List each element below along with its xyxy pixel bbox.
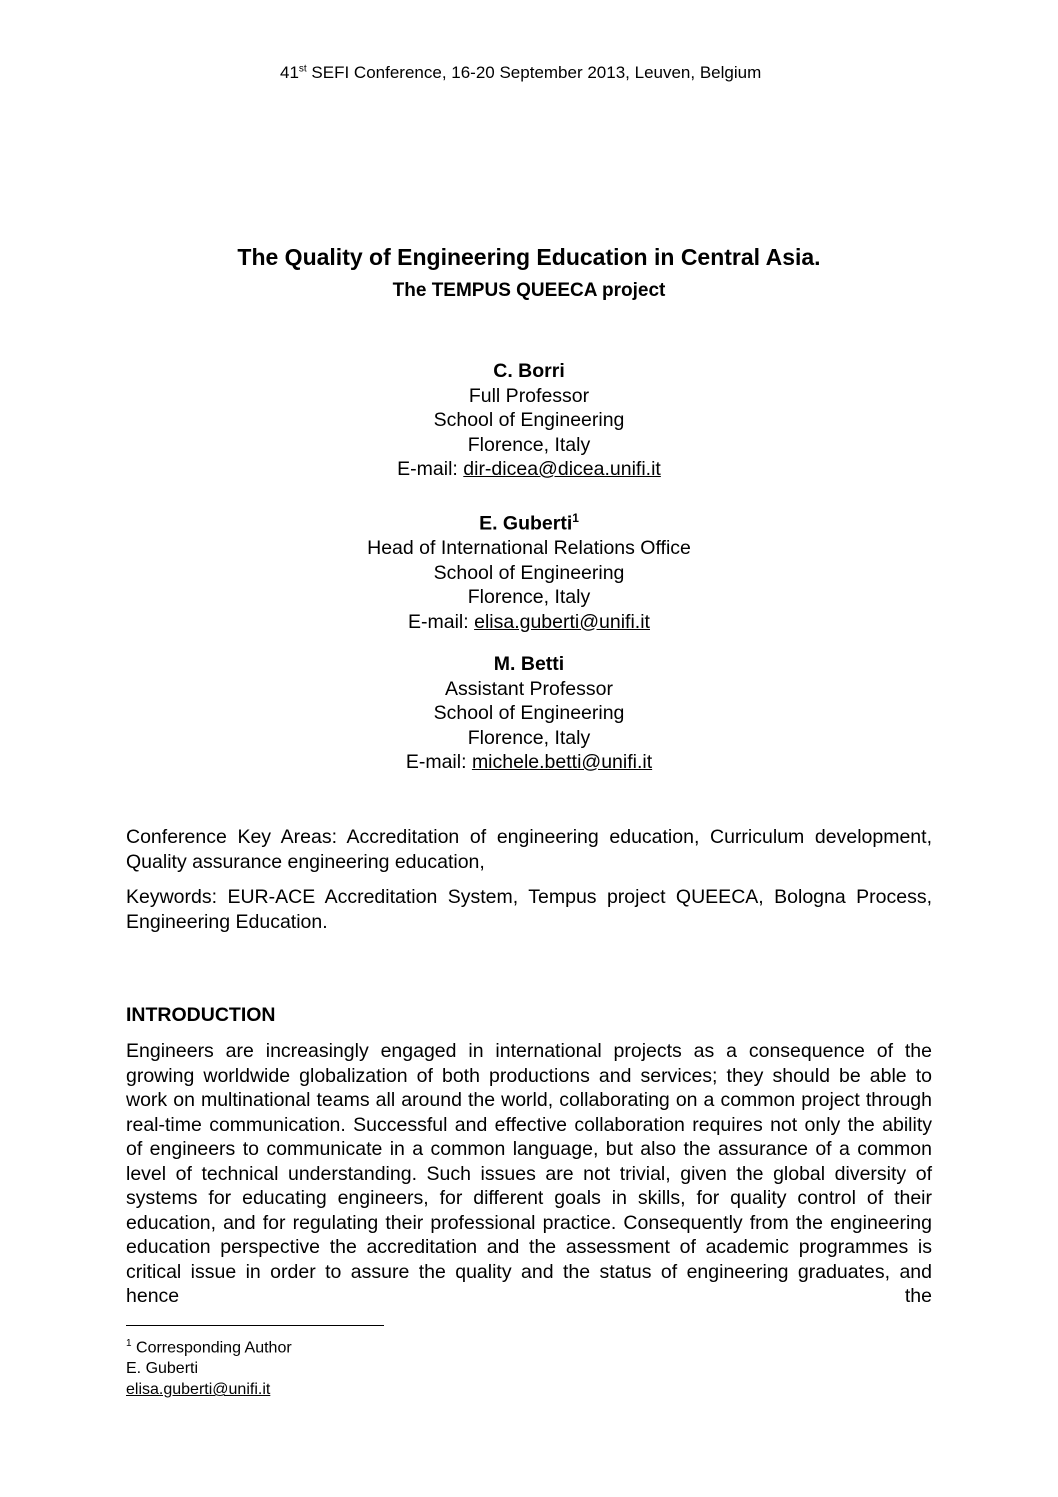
author-position: Full Professor [468,384,590,407]
author-name: C. Borri [493,360,565,382]
author-email-link[interactable]: dir-dicea@dicea.unifi.it [463,458,661,480]
author-email-line: E-mail: dir-dicea@dicea.unifi.it [397,458,661,480]
author-school: School of Engineering [433,561,625,584]
author-school: School of Engineering [433,409,625,431]
header-text: SEFI Conference, 16-20 September 2013, Leuven, Belgium [306,63,762,82]
author-location: Florence, Italy [467,586,591,608]
author-school: School of Engineering [433,702,625,724]
footnote-divider [126,1325,384,1326]
running-header [280,63,761,83]
header-ordinal-suffix: st [298,63,307,75]
author-email-link[interactable]: michele.betti@unifi.it [471,751,653,773]
author-name: E. Guberti$^1$ [479,511,579,535]
author-location: Florence, Italy [467,433,591,456]
paper-subtitle: The TEMPUS QUEECA project [392,280,666,301]
footnote-marker: 1 [572,511,579,525]
author-email-line: E-mail: michele.betti@unifi.it [405,751,653,773]
footnote-email-line [126,1379,292,1400]
footnote [126,1333,292,1400]
conference-key-areas: Conference Key Areas: Accreditation of engineering education, Curriculum development, Quality assurance engineering education, [126,826,932,873]
author-block [0,506,1058,634]
author-block [0,652,1058,775]
paper-title: The Quality of Engineering Education in Central Asia. [237,244,821,270]
author-name: M. Betti [493,653,565,675]
header-ordinal: 41 [280,63,299,82]
footnote-marker: 1 [126,1338,132,1349]
author-position: Head of International Relations Office [367,537,691,559]
introduction-body: Engineers are increasingly engaged in international projects as a consequence of the growing worldwide globalization of both productions and services; they should be able to work on multinational teams all around the world, collaborating on a common project through real-time communication. Successful and effective collaboration requires not only the ability of engineers to communicate in a common language, but also the assurance of a common level of technical understanding. Such issues are not trivial, given the global diversity of systems for educating engineers, for different goals in skills, for quality control of their education, and for regulating their professional practice. Consequently from the engineering education perspective the accreditation and the assessment of academic programmes is critical issue in order to assure the quality and the status of engineering graduates, and hence the [126,1040,932,1307]
author-email-line: E-mail: elisa.guberti@unifi.it [408,610,650,633]
keywords: Keywords: EUR-ACE Accreditation System, Tempus project QUEECA, Bologna Process, Engineering Education. [126,886,932,933]
section-heading-introduction: INTRODUCTION [126,1004,276,1026]
footnote-name: E. Guberti [126,1360,199,1378]
author-position: Assistant Professor [445,677,613,700]
footnote-email-link[interactable]: elisa.guberti@unifi.it [126,1381,271,1399]
footnote-label-line: $^1$ Corresponding Author [126,1338,292,1357]
author-location: Florence, Italy [467,726,591,749]
author-email-link[interactable]: elisa.guberti@unifi.it [474,610,650,633]
author-block [0,359,1058,482]
